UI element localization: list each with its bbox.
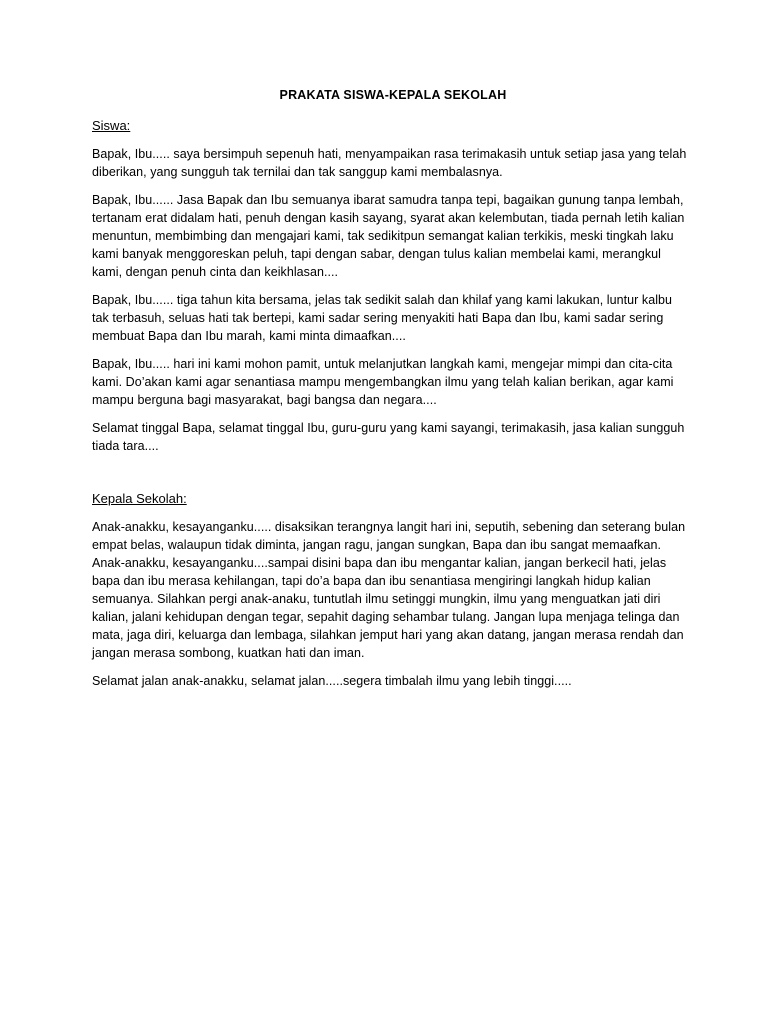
- kepala-sekolah-paragraph-2: Selamat jalan anak-anakku, selamat jalan.....segera timbalah ilmu yang lebih tinggi.....: [92, 674, 572, 688]
- section-heading-kepala-sekolah: Kepala Sekolah:: [92, 491, 187, 506]
- siswa-paragraph-4: Bapak, Ibu..... hari ini kami mohon pamit, untuk melanjutkan langkah kami, mengejar mimpi dan cita-cita kami. Do’akan kami agar senantiasa mampu mengembangkan ilmu yang telah kalian berikan, agar kami mampu berguna bagi masyarakat, bagi bangsa dan negara....: [92, 357, 674, 407]
- section-spacer: [92, 465, 688, 491]
- section-heading-siswa: Siswa:: [92, 118, 131, 133]
- siswa-paragraph-2: Bapak, Ibu...... Jasa Bapak dan Ibu semuanya ibarat samudra tanpa tepi, bagaikan gunung tanpa lembah, tertanam erat didalam hati, penuh dengan kasih sayang, syarat akan kelembutan, tiada pernah letih kalian menuntun, membimbing dan mengajari kami, tak sedikitpun semangat kalian terkikis, meski tingkah laku kami banyak menggoreskan peluh, tapi dengan sabar, dengan tulus kalian membelai kami, merangkul kami, dengan penuh cinta dan keikhlasan....: [92, 193, 685, 279]
- siswa-paragraph-1: Bapak, Ibu..... saya bersimpuh sepenuh hati, menyampaikan rasa terimakasih untuk setiap jasa yang telah diberikan, yang sungguh tak ternilai dan tak sanggup kami membalasnya.: [92, 147, 687, 179]
- kepala-sekolah-paragraph-1: Anak-anakku, kesayanganku..... disaksikan terangnya langit hari ini, seputih, sebening dan seterang bulan empat belas, walaupun tidak diminta, jangan ragu, jangan sungkan, Bapa dan ibu sangat memaafkan. Anak-anakku, kesayanganku....sampai disini bapa dan ibu mengantar kalian, jangan berkecil hati, jelas bapa dan ibu merasa kehilangan, tapi do’a bapa dan ibu senantiasa mengiringi langkah hidup kalian semuanya. Silahkan pergi anak-anaku, tuntutlah ilmu setinggi mungkin, ilmu yang menguatkan jati diri kalian, jalani kehidupan dengan tegar, sepahit daging sehambar tulang. Jangan lupa menjaga telinga dan mata, jaga diri, keluarga dan lembaga, silahkan jemput hari yang akan datang, jangan merasa rendah dan jangan merasa sombong, kuatkan hati dan iman.: [92, 520, 686, 660]
- siswa-paragraph-3: Bapak, Ibu...... tiga tahun kita bersama, jelas tak sedikit salah dan khilaf yang kami lakukan, luntur kalbu tak terbasuh, seluas hati tak bertepi, kami sadar sering menyakiti hati Bapa dan Ibu, kami sadar sering membuat Bapa dan Ibu marah, kami minta dimaafkan....: [92, 293, 673, 343]
- document-title: PRAKATA SISWA-KEPALA SEKOLAH: [279, 88, 507, 102]
- siswa-paragraph-5: Selamat tinggal Bapa, selamat tinggal Ibu, guru-guru yang kami sayangi, terimakasih, jasa kalian sungguh tiada tara....: [92, 421, 685, 453]
